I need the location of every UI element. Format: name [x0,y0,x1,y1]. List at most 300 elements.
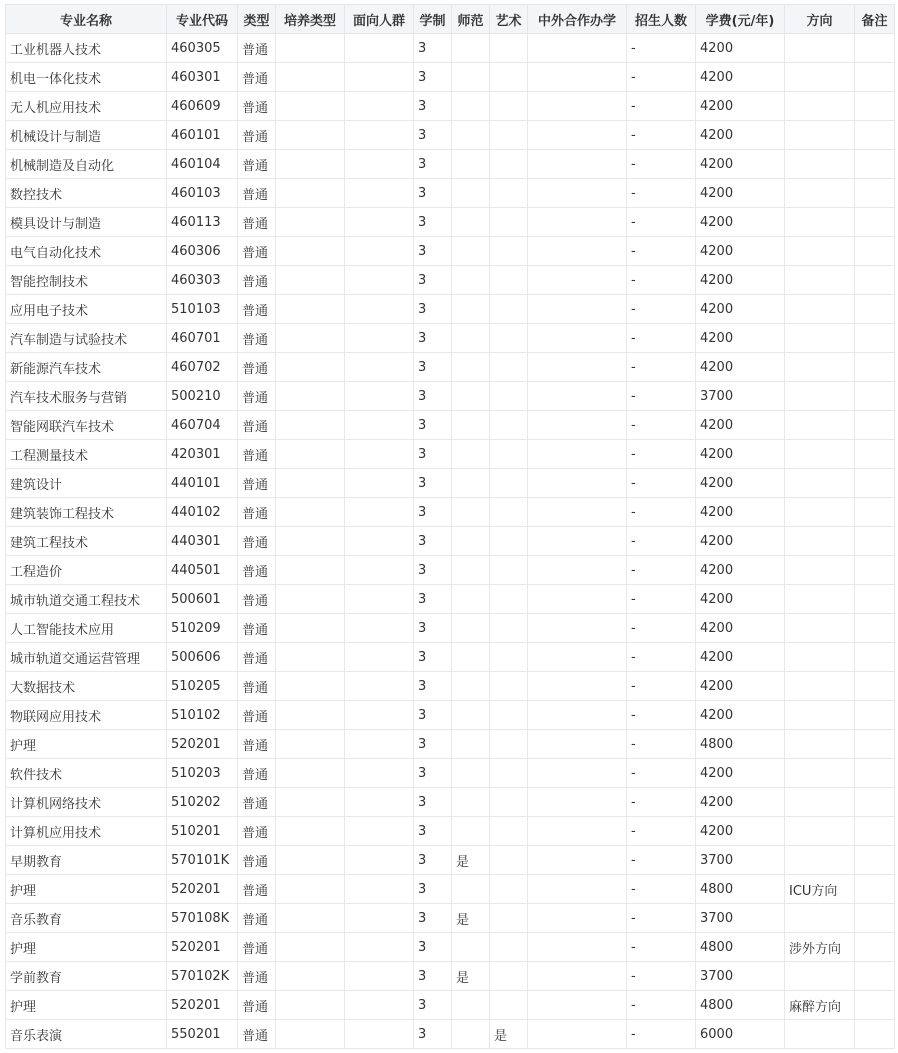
table-row [6,34,895,63]
cell-tuition: 4200 [696,353,785,382]
cell-tuition: 4200 [696,527,785,556]
cell-type: 普通 [238,324,276,353]
cell-art [490,121,528,150]
cell-training-type [276,614,345,643]
cell-tuition: 4200 [696,179,785,208]
cell-training-type [276,701,345,730]
cell-target-group [345,237,414,266]
cell-target-group [345,875,414,904]
cell-training-type [276,759,345,788]
cell-sino-foreign [528,382,627,411]
table-row [6,817,895,846]
cell-major-name: 大数据技术 [6,672,167,701]
cell-type: 普通 [238,527,276,556]
cell-major-code: 420301 [167,440,238,469]
cell-major-code: 460702 [167,353,238,382]
cell-teacher-training: 是 [452,962,490,991]
cell-major-name: 应用电子技术 [6,295,167,324]
cell-teacher-training [452,614,490,643]
table-row [6,614,895,643]
cell-tuition: 4200 [696,411,785,440]
cell-art [490,498,528,527]
cell-teacher-training: 是 [452,904,490,933]
table-row [6,904,895,933]
cell-sino-foreign [528,962,627,991]
cell-direction [785,788,855,817]
cell-major-name: 音乐教育 [6,904,167,933]
table-row [6,730,895,759]
cell-tuition: 4200 [696,237,785,266]
cell-major-code: 460113 [167,208,238,237]
cell-art [490,63,528,92]
cell-major-name: 建筑设计 [6,469,167,498]
cell-art [490,701,528,730]
cell-enrollment: - [627,788,696,817]
cell-direction [785,701,855,730]
cell-training-type [276,498,345,527]
cell-training-type [276,295,345,324]
cell-direction [785,614,855,643]
table-row [6,643,895,672]
cell-target-group [345,469,414,498]
cell-direction [785,34,855,63]
cell-art [490,962,528,991]
cell-remarks [855,672,895,701]
cell-type: 普通 [238,1020,276,1049]
cell-major-name: 护理 [6,875,167,904]
cell-tuition: 4200 [696,92,785,121]
cell-target-group [345,933,414,962]
cell-art [490,353,528,382]
cell-teacher-training [452,295,490,324]
cell-duration: 3 [414,904,452,933]
cell-target-group [345,63,414,92]
cell-sino-foreign [528,933,627,962]
cell-duration: 3 [414,411,452,440]
cell-duration: 3 [414,788,452,817]
header-remarks: 备注 [855,5,895,34]
table-row [6,121,895,150]
cell-training-type [276,440,345,469]
table-row [6,846,895,875]
cell-teacher-training [452,121,490,150]
cell-teacher-training [452,208,490,237]
cell-teacher-training [452,933,490,962]
cell-enrollment: - [627,382,696,411]
cell-major-name: 工业机器人技术 [6,34,167,63]
cell-teacher-training [452,411,490,440]
cell-training-type [276,382,345,411]
cell-duration: 3 [414,614,452,643]
cell-type: 普通 [238,237,276,266]
cell-training-type [276,469,345,498]
cell-training-type [276,92,345,121]
cell-direction [785,266,855,295]
cell-remarks [855,208,895,237]
cell-teacher-training: 是 [452,846,490,875]
cell-art [490,788,528,817]
cell-tuition: 4200 [696,208,785,237]
cell-major-code: 440102 [167,498,238,527]
cell-major-name: 机械设计与制造 [6,121,167,150]
cell-duration: 3 [414,556,452,585]
cell-enrollment: - [627,34,696,63]
cell-remarks [855,63,895,92]
cell-duration: 3 [414,759,452,788]
cell-remarks [855,324,895,353]
header-enrollment: 招生人数 [627,5,696,34]
cell-sino-foreign [528,788,627,817]
cell-sino-foreign [528,353,627,382]
cell-remarks [855,904,895,933]
cell-remarks [855,585,895,614]
cell-training-type [276,991,345,1020]
cell-training-type [276,643,345,672]
cell-enrollment: - [627,63,696,92]
cell-major-name: 模具设计与制造 [6,208,167,237]
cell-remarks [855,875,895,904]
cell-training-type [276,904,345,933]
cell-enrollment: - [627,295,696,324]
cell-art [490,585,528,614]
cell-major-code: 460701 [167,324,238,353]
cell-duration: 3 [414,469,452,498]
cell-duration: 3 [414,266,452,295]
cell-duration: 3 [414,585,452,614]
cell-direction: 涉外方向 [785,933,855,962]
cell-direction: 麻醉方向 [785,991,855,1020]
cell-teacher-training [452,150,490,179]
cell-major-code: 460305 [167,34,238,63]
cell-training-type [276,846,345,875]
cell-art [490,991,528,1020]
header-tuition: 学费(元/年) [696,5,785,34]
cell-duration: 3 [414,353,452,382]
cell-sino-foreign [528,179,627,208]
cell-target-group [345,846,414,875]
cell-art [490,324,528,353]
cell-remarks [855,614,895,643]
cell-target-group [345,643,414,672]
cell-type: 普通 [238,295,276,324]
cell-enrollment: - [627,817,696,846]
table-row [6,527,895,556]
cell-enrollment: - [627,933,696,962]
cell-major-name: 电气自动化技术 [6,237,167,266]
cell-target-group [345,614,414,643]
cell-target-group [345,179,414,208]
cell-duration: 3 [414,34,452,63]
cell-teacher-training [452,759,490,788]
cell-remarks [855,556,895,585]
cell-duration: 3 [414,672,452,701]
cell-duration: 3 [414,440,452,469]
cell-target-group [345,150,414,179]
cell-remarks [855,266,895,295]
cell-enrollment: - [627,469,696,498]
cell-sino-foreign [528,730,627,759]
header-art: 艺术 [490,5,528,34]
cell-teacher-training [452,382,490,411]
table-row [6,353,895,382]
cell-training-type [276,527,345,556]
cell-sino-foreign [528,266,627,295]
cell-sino-foreign [528,34,627,63]
table-row [6,63,895,92]
cell-sino-foreign [528,1020,627,1049]
cell-enrollment: - [627,759,696,788]
cell-duration: 3 [414,933,452,962]
cell-art [490,527,528,556]
cell-teacher-training [452,469,490,498]
cell-target-group [345,353,414,382]
cell-major-name: 建筑工程技术 [6,527,167,556]
cell-sino-foreign [528,469,627,498]
header-target-group: 面向人群 [345,5,414,34]
cell-major-code: 500210 [167,382,238,411]
cell-major-code: 500606 [167,643,238,672]
cell-enrollment: - [627,324,696,353]
cell-target-group [345,817,414,846]
table-body [6,34,895,1049]
cell-duration: 3 [414,991,452,1020]
cell-art [490,614,528,643]
cell-remarks [855,150,895,179]
cell-target-group [345,788,414,817]
cell-remarks [855,34,895,63]
cell-type: 普通 [238,759,276,788]
cell-major-code: 460704 [167,411,238,440]
cell-direction [785,962,855,991]
cell-enrollment: - [627,527,696,556]
cell-training-type [276,585,345,614]
cell-enrollment: - [627,904,696,933]
cell-remarks [855,933,895,962]
cell-enrollment: - [627,150,696,179]
cell-duration: 3 [414,237,452,266]
cell-training-type [276,730,345,759]
table-row [6,498,895,527]
cell-training-type [276,672,345,701]
cell-teacher-training [452,498,490,527]
cell-tuition: 4200 [696,643,785,672]
cell-training-type [276,179,345,208]
cell-art [490,759,528,788]
cell-enrollment: - [627,498,696,527]
cell-type: 普通 [238,701,276,730]
table-row [6,324,895,353]
cell-target-group [345,295,414,324]
cell-remarks [855,846,895,875]
cell-direction [785,150,855,179]
cell-major-name: 汽车制造与试验技术 [6,324,167,353]
table-header [6,5,895,34]
cell-art [490,643,528,672]
cell-direction [785,92,855,121]
cell-teacher-training [452,991,490,1020]
cell-art [490,266,528,295]
cell-teacher-training [452,701,490,730]
cell-sino-foreign [528,759,627,788]
cell-enrollment: - [627,585,696,614]
cell-training-type [276,962,345,991]
table-row [6,92,895,121]
cell-teacher-training [452,179,490,208]
cell-type: 普通 [238,875,276,904]
cell-major-name: 智能网联汽车技术 [6,411,167,440]
cell-direction [785,179,855,208]
cell-target-group [345,208,414,237]
cell-major-code: 510201 [167,817,238,846]
cell-type: 普通 [238,730,276,759]
cell-direction [785,469,855,498]
cell-major-name: 计算机网络技术 [6,788,167,817]
cell-tuition: 4200 [696,121,785,150]
cell-major-code: 510203 [167,759,238,788]
cell-direction [785,324,855,353]
cell-direction [785,672,855,701]
cell-major-name: 机电一体化技术 [6,63,167,92]
cell-training-type [276,1020,345,1049]
table-row [6,382,895,411]
header-duration: 学制 [414,5,452,34]
cell-remarks [855,469,895,498]
cell-teacher-training [452,527,490,556]
cell-art [490,34,528,63]
cell-type: 普通 [238,614,276,643]
cell-sino-foreign [528,208,627,237]
cell-tuition: 4200 [696,701,785,730]
table-row [6,295,895,324]
cell-target-group [345,324,414,353]
cell-remarks [855,295,895,324]
cell-type: 普通 [238,179,276,208]
cell-sino-foreign [528,92,627,121]
cell-tuition: 4200 [696,498,785,527]
cell-duration: 3 [414,527,452,556]
cell-major-code: 440301 [167,527,238,556]
cell-training-type [276,411,345,440]
cell-major-code: 460101 [167,121,238,150]
cell-enrollment: - [627,672,696,701]
cell-major-code: 520201 [167,933,238,962]
cell-enrollment: - [627,614,696,643]
cell-teacher-training [452,643,490,672]
cell-duration: 3 [414,643,452,672]
cell-direction [785,498,855,527]
cell-target-group [345,411,414,440]
cell-tuition: 4200 [696,759,785,788]
cell-type: 普通 [238,585,276,614]
cell-major-name: 工程造价 [6,556,167,585]
cell-teacher-training [452,672,490,701]
cell-tuition: 4800 [696,933,785,962]
cell-type: 普通 [238,440,276,469]
cell-training-type [276,266,345,295]
cell-sino-foreign [528,846,627,875]
cell-major-name: 计算机应用技术 [6,817,167,846]
cell-type: 普通 [238,962,276,991]
cell-enrollment: - [627,179,696,208]
cell-duration: 3 [414,324,452,353]
cell-enrollment: - [627,962,696,991]
cell-training-type [276,817,345,846]
cell-sino-foreign [528,904,627,933]
cell-tuition: 4200 [696,34,785,63]
cell-type: 普通 [238,846,276,875]
cell-tuition: 4200 [696,788,785,817]
cell-duration: 3 [414,1020,452,1049]
table-row [6,556,895,585]
cell-tuition: 4200 [696,585,785,614]
cell-duration: 3 [414,208,452,237]
cell-sino-foreign [528,556,627,585]
cell-teacher-training [452,1020,490,1049]
majors-table [5,4,895,1049]
cell-target-group [345,730,414,759]
cell-duration: 3 [414,730,452,759]
cell-major-name: 护理 [6,991,167,1020]
cell-duration: 3 [414,498,452,527]
cell-major-name: 新能源汽车技术 [6,353,167,382]
cell-direction [785,556,855,585]
cell-art [490,440,528,469]
header-major-code: 专业代码 [167,5,238,34]
cell-enrollment: - [627,643,696,672]
table-row [6,266,895,295]
table-row [6,585,895,614]
cell-major-name: 数控技术 [6,179,167,208]
cell-direction [785,759,855,788]
table-row [6,179,895,208]
cell-remarks [855,382,895,411]
cell-target-group [345,701,414,730]
cell-art [490,382,528,411]
cell-major-name: 汽车技术服务与营销 [6,382,167,411]
cell-remarks [855,643,895,672]
cell-teacher-training [452,92,490,121]
cell-teacher-training [452,730,490,759]
cell-art [490,846,528,875]
cell-remarks [855,759,895,788]
cell-major-name: 软件技术 [6,759,167,788]
cell-duration: 3 [414,121,452,150]
cell-major-code: 510209 [167,614,238,643]
cell-enrollment: - [627,875,696,904]
cell-training-type [276,121,345,150]
cell-major-name: 工程测量技术 [6,440,167,469]
cell-major-name: 城市轨道交通运营管理 [6,643,167,672]
cell-direction [785,730,855,759]
cell-major-code: 460306 [167,237,238,266]
cell-remarks [855,991,895,1020]
cell-tuition: 4200 [696,469,785,498]
cell-type: 普通 [238,150,276,179]
cell-direction [785,208,855,237]
cell-direction [785,382,855,411]
cell-training-type [276,237,345,266]
cell-sino-foreign [528,324,627,353]
cell-direction [785,295,855,324]
cell-sino-foreign [528,295,627,324]
cell-art [490,904,528,933]
cell-teacher-training [452,34,490,63]
cell-sino-foreign [528,875,627,904]
cell-enrollment: - [627,237,696,266]
cell-direction [785,1020,855,1049]
cell-major-code: 510102 [167,701,238,730]
table-row [6,991,895,1020]
